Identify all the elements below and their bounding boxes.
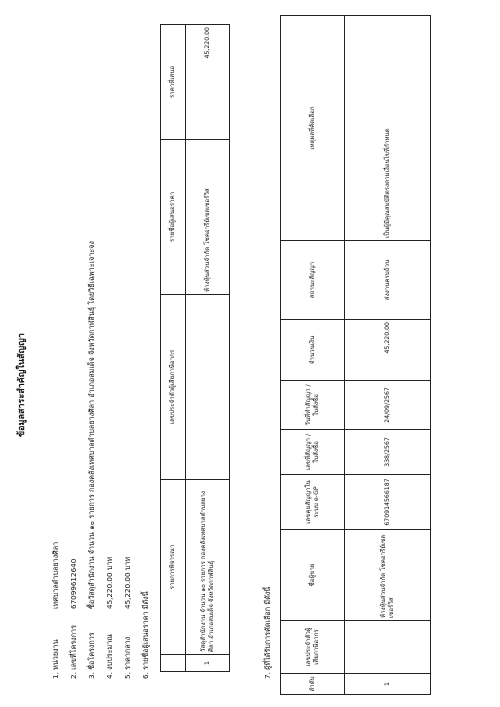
row-number: 1	[186, 655, 230, 672]
column-header: รายชื่อผู้เสนอราคา	[161, 140, 186, 295]
vendor-cell: ห้างหุ้นส่วนจำกัด โชคอารีย์เซลเซอร์วิส	[345, 530, 431, 621]
reason-cell: เป็นผู้มีคุณสมบัติตรงตามเงื่อนไขที่กำหนด	[345, 16, 431, 241]
column-header: ราคาที่เสนอ	[161, 25, 186, 140]
column-header: ลำดับ	[281, 674, 345, 695]
bidders-table	[160, 24, 230, 672]
info-value: ซื้อวัสดุสำนักงาน จำนวน ๑๐ รายการ กองคลังเทศบาลตำบลยางศิลา อำเภอสมเด็จ จังหวัดกาฬสินธุ์ โดยวิธีเฉพาะเจาะจง	[87, 241, 96, 609]
column-header: ชื่อผู้ขาย	[281, 530, 345, 621]
info-label: 1. หน่วยงาน	[51, 639, 60, 679]
info-row-agency	[52, 79, 62, 679]
table-header-row	[161, 25, 186, 672]
section-7-heading: 7. ผู้ที่ได้รับการคัดเลือก มีดังนี้	[263, 586, 272, 679]
column-header: เลขประจำตัวผู้เสียภาษีอากร	[281, 621, 345, 674]
column-header: วันที่ทำสัญญา / ใบสั่งซื้อ	[281, 381, 345, 430]
info-value: 45,220.00 บาท	[123, 556, 132, 609]
info-label: 6. รายชื่อผู้เสนอราคา มีดังนี้	[141, 591, 150, 679]
info-value: เทศบาลตำบลยางศิลา	[51, 541, 60, 609]
info-value: 45,220.00 บาท	[105, 556, 114, 609]
item-cell: วัสดุสำนักงาน จำนวน ๑๐ รายการ กองคลังเทศบาลตำบลยางศิลา อำเภอสมเด็จ จังหวัดกาฬสินธุ์	[186, 480, 230, 655]
column-header: เลขคุมสัญญาในระบบ e-GP	[281, 475, 345, 530]
column-header: เหตุผลที่คัดเลือก	[281, 16, 345, 241]
info-row-budget	[106, 79, 116, 679]
amount-cell: 45,220.00	[345, 320, 431, 381]
price-cell: 45,220.00	[186, 25, 230, 140]
info-label: 5. ราคากลาง	[123, 636, 132, 679]
column-header: เลขที่สัญญา / ใบสั่งซื้อ	[281, 430, 345, 475]
info-row-median-price	[124, 79, 134, 679]
table-row	[345, 16, 431, 695]
bidder-cell: ห้างหุ้นส่วนจำกัด โชคอารีย์เซลเซอร์วิส	[186, 140, 230, 295]
status-cell: ส่งงานครบถ้วน	[345, 241, 431, 320]
column-header	[161, 655, 186, 672]
row-number: 1	[345, 674, 431, 695]
info-row-project-number	[70, 79, 80, 679]
document-title: ข้อมูลสาระสำคัญในสัญญา	[17, 333, 27, 437]
tax-id-cell	[186, 295, 230, 480]
info-row-project-name	[88, 39, 98, 679]
egp-number-cell: 670914566187	[345, 475, 431, 530]
info-value: 67099612640	[69, 558, 78, 609]
contract-date-cell: 24/09/2567	[345, 381, 431, 430]
column-header: จำนวนเงิน	[281, 320, 345, 381]
info-label: 3. ชื่อโครงการ	[87, 632, 96, 679]
info-label: 2. เลขที่โครงการ	[69, 625, 78, 679]
table-row	[186, 25, 230, 672]
selected-vendor-table	[280, 15, 431, 695]
tax-id-cell	[345, 621, 431, 674]
column-header: สถานะสัญญา	[281, 241, 345, 320]
info-row-bidders-heading	[142, 79, 152, 679]
info-label: 4. งบประมาณ	[105, 634, 114, 679]
column-header: เลขประจำตัวผู้เสียภาษีอากร	[161, 295, 186, 480]
table-header-row	[281, 16, 345, 695]
contract-number-cell: 338/2567	[345, 430, 431, 475]
column-header: รายการพิจารณา	[161, 480, 186, 655]
